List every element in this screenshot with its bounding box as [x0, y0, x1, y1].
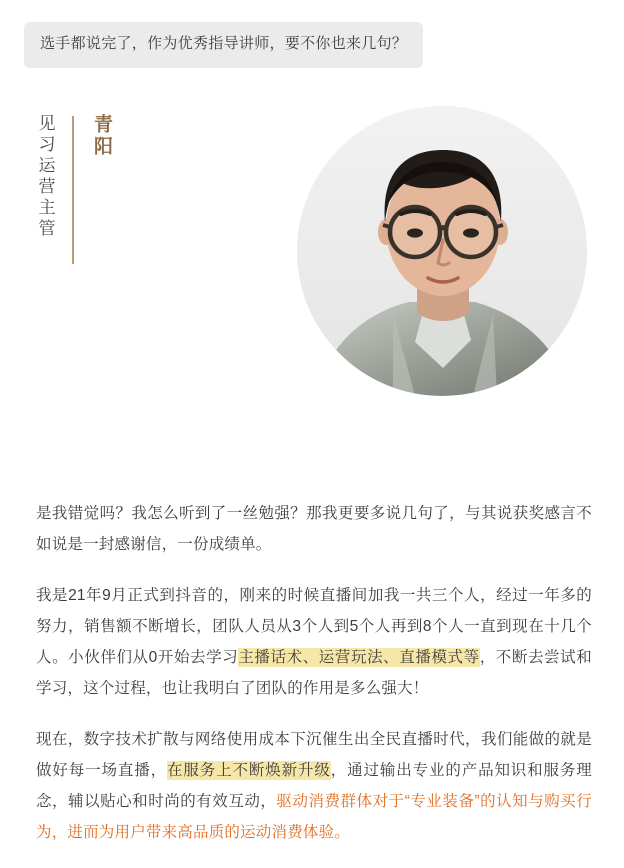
- quote-bubble: 选手都说完了，作为优秀指导讲师，要不你也来几句？: [24, 22, 423, 68]
- paragraph-2-part-2: ，不断去尝试和学习，这个过程，也让我明白了团队的作用是多么强大！: [36, 649, 592, 697]
- intro-section: [0, 106, 624, 496]
- portrait-photo: [297, 106, 587, 396]
- profile-role: 见习运营主管: [35, 113, 55, 240]
- paragraph-2: [36, 580, 592, 704]
- paragraph-3-part-2: ，通过输出专业的产品知识和服务理念，辅以贴心和时尚的有效互动，: [36, 762, 592, 810]
- paragraph-2-part-1: 我是21年9月正式到抖音的，刚来的时候直播间加我一共三个人，经过一年多的努力，销售额不断增长，团队人员从3个人到5个人再到8个人一直到现在十几个人。小伙伴们从0开始去学习: [36, 587, 592, 666]
- profile-name: 青阳: [91, 113, 113, 158]
- title-divider: [72, 116, 74, 264]
- paragraph-1: 是我错觉吗？我怎么听到了一丝勉强？那我更要多说几句了，与其说获奖感言不如说是一封感谢信，一份成绩单。: [36, 505, 592, 553]
- paragraph-3-highlight-1: 在服务上不断焕新升级: [166, 762, 331, 779]
- paragraph-3-part-1: 现在，数字技术扩散与网络使用成本下沉催生出全民直播时代，我们能做的就是做好每一场直播，: [36, 731, 592, 779]
- vertical-title-block: [32, 114, 115, 264]
- paragraph-3-highlight-2: 驱动消费群体对于“专业装备”的认知与购买行为，进而为用户带来高品质的运动消费体验。: [36, 793, 592, 841]
- quote-bubble-container: [0, 0, 624, 68]
- article-body: [36, 498, 592, 868]
- paragraph-2-highlight: 主播话术、运营玩法、直播模式等: [238, 649, 480, 666]
- paragraph-3: [36, 724, 592, 848]
